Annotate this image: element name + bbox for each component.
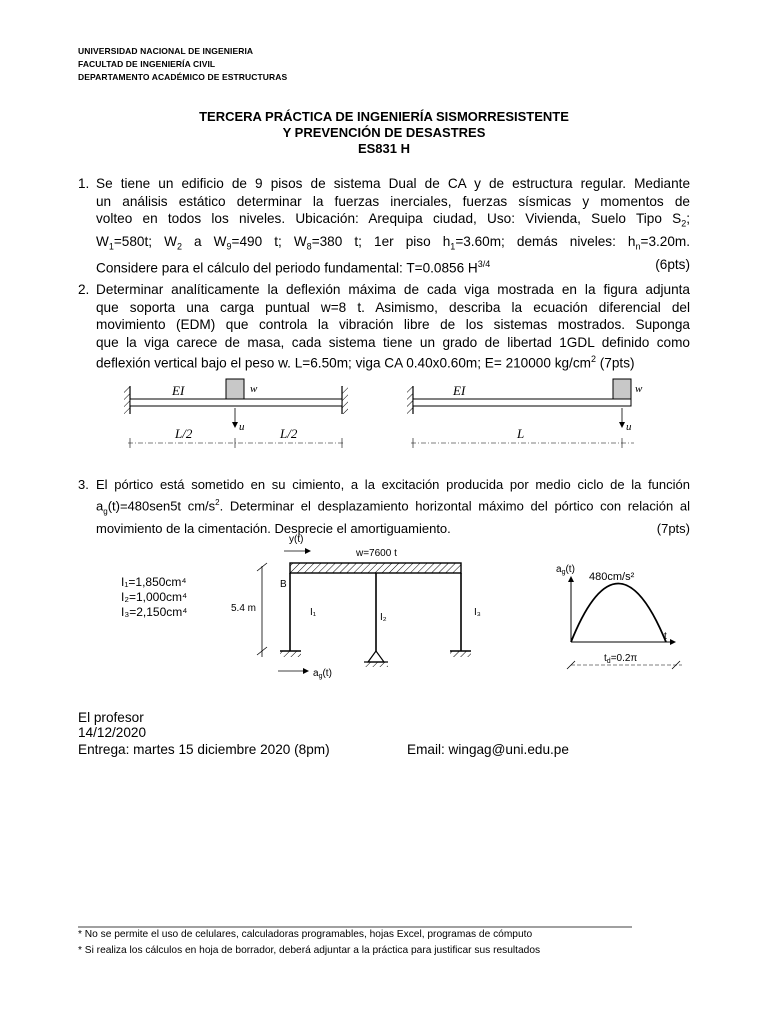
delivery-date: Entrega: martes 15 diciembre 2020 (8pm) xyxy=(78,742,330,757)
pulse-peak-label: 480cm/s² xyxy=(589,571,635,583)
university-name: UNIVERSIDAD NACIONAL DE INGENIERIA xyxy=(78,46,254,56)
w-label-1: w xyxy=(250,383,258,395)
ground-accel-label: $a_g(t)$ xyxy=(313,668,332,680)
footnote-2: * Si realiza los cálculos en hoja de borrador, deberá adjuntar a la práctica para justificar sus resultados xyxy=(78,945,541,956)
pulse-t-label: t xyxy=(664,631,667,642)
footnote-1: * No se permite el uso de celulares, calculadoras programables, hojas Excel, programas de cómputo xyxy=(78,929,533,940)
q2-line-1: Determinar analíticamente la deflexión máxima de cada viga mostrada en la figura adjunta xyxy=(96,282,690,297)
cantilever-fixed-support xyxy=(407,386,413,414)
mass-block-1 xyxy=(226,379,244,399)
faculty-name: FACULTAD DE INGENIERÍA CIVIL xyxy=(78,59,216,69)
height-label: 5.4 m xyxy=(231,603,257,614)
q1-line-4-fragment: =3.20m. xyxy=(640,234,690,250)
height-dimension xyxy=(257,563,267,657)
q1-line-4-fragment: 1 xyxy=(450,241,456,252)
q1-points: (6pts) xyxy=(655,257,690,273)
q2-line-3: movimiento (EDM) que controla la vibración libre de los sistemas mostrados. Suponga xyxy=(96,317,690,332)
q1-line-5: Considere para el cálculo del periodo fundamental: T=0.0856 $H^{3/4}$ (6pts) xyxy=(96,257,690,276)
yt-label: y(t) xyxy=(289,534,304,545)
title-line-3: ES831 H xyxy=(357,141,411,156)
title-line-2: Y PREVENCIÓN DE DESASTRES xyxy=(282,125,486,140)
q1-line-3: volteo en todos los niveles. Ubicación: Arequipa ciudad, Uso: Vivienda, Suelo Tipo $S_2$; xyxy=(96,211,690,229)
inertia-i2-label: I₂=1,000cm⁴ xyxy=(121,590,188,604)
q1-line-4-fragment: n xyxy=(635,241,641,252)
q2-line-2: que soporta una carga puntual w=8 t. Asimismo, describa la ecuación diferencial del xyxy=(96,299,690,315)
pulse-x-axis xyxy=(571,639,676,645)
u-label-1: u xyxy=(239,421,245,433)
displacement-arrow-2 xyxy=(619,408,625,428)
ground-accel-arrow xyxy=(278,668,309,674)
q3-line-2: $a_g(t)=480sen5t$ $cm/s^2$. Determinar el desplazamiento horizontal máximo del pórtico con relación al xyxy=(96,497,691,516)
half-length-label-1: L/2 xyxy=(175,426,193,441)
q1-line-4-fragment: a W xyxy=(181,234,227,250)
question-2-number: 2. xyxy=(78,282,90,297)
q1-line-4-fragment: 8 xyxy=(306,241,312,252)
q1-line-4-fragment: 9 xyxy=(226,241,232,252)
beam-1 xyxy=(130,399,342,406)
q1-line-4-fragment: =3.60m; demás niveles: h xyxy=(455,234,636,250)
half-sine-curve xyxy=(571,584,666,643)
rigid-beam xyxy=(290,563,461,573)
q2-line-4: que la viga carece de masa, cada sistema tiene un grado de libertad 1GDL definido como xyxy=(96,334,690,350)
node-b-label: B xyxy=(280,579,287,590)
inertia-i1-label: I₁=1,850cm⁴ xyxy=(121,575,187,589)
professor-label: El profesor xyxy=(78,710,144,725)
pinned-base-2 xyxy=(364,651,388,667)
q1-line-4-fragment: =380 t; 1er piso h xyxy=(311,234,451,250)
column-1-label: I₁ xyxy=(310,607,317,618)
w-label-2: w xyxy=(635,383,643,395)
column-2-label: I₂ xyxy=(380,612,387,623)
contact-email: Email: wingag@uni.edu.pe xyxy=(407,742,569,757)
length-label: L xyxy=(517,426,525,441)
column-3-label: I₃ xyxy=(474,607,481,618)
half-length-label-2: L/2 xyxy=(280,426,298,441)
q3-points: (7pts) xyxy=(656,520,690,536)
pulse-duration-label: $t_d=0.2\pi$ xyxy=(604,653,638,665)
right-fixed-support xyxy=(342,386,348,414)
question-3-number: 3. xyxy=(78,477,89,492)
displacement-arrow-1 xyxy=(232,408,238,428)
q1-line-2: un análisis estático determinar la fuerzas inerciales, fuerzas sísmicas y momentos de xyxy=(96,193,690,209)
pulse-ag-label: $a_g(t)$ xyxy=(556,564,575,576)
fixed-base-3 xyxy=(450,651,471,657)
q1-line-4-fragment: 2 xyxy=(176,241,182,252)
title-line-1: TERCERA PRÁCTICA DE INGENIERÍA SISMORRESISTENTE xyxy=(199,109,569,124)
ei-label-1: EI xyxy=(172,383,185,398)
pulse-y-axis xyxy=(568,576,574,642)
u-label-2: u xyxy=(626,421,632,433)
fixed-base-1 xyxy=(280,651,301,657)
ei-label-2: EI xyxy=(453,383,466,398)
department-name: DEPARTAMENTO ACADÉMICO DE ESTRUCTURAS xyxy=(78,72,288,82)
half-sine-pulse-figure xyxy=(556,564,682,669)
q1-line-4-fragment: W xyxy=(96,234,109,250)
dimension-line-1 xyxy=(128,438,344,448)
q1-line-4-fragment: =490 t; W xyxy=(231,234,307,250)
issue-date: 14/12/2020 xyxy=(78,725,147,740)
left-fixed-support xyxy=(124,386,130,414)
q3-line-1: El pórtico está sometido en su cimiento, a la excitación producida por medio ciclo de la función xyxy=(96,477,690,492)
q1-line-1: Se tiene un edificio de 9 pisos de sistema Dual de CA y de estructura regular. Mediante xyxy=(96,176,690,191)
weight-label: w=7600 t xyxy=(356,548,397,559)
question-1-number: 1. xyxy=(78,176,90,191)
inertia-i3-label: I₃=2,150cm⁴ xyxy=(121,605,188,619)
q2-line-5: deflexión vertical bajo el peso w. L=6.50m; viga CA 0.40x0.60m; E= 210000 $kg/cm^2$ (7pts) xyxy=(96,354,635,371)
portal-frame-figure xyxy=(121,534,481,680)
beam-2 xyxy=(413,399,631,406)
beam-cantilever-figure xyxy=(407,379,643,448)
yt-arrow xyxy=(284,548,311,554)
q3-line-3: movimiento de la cimentación. Desprecie el amortiguamiento. (7pts) xyxy=(96,520,690,536)
q1-line-4-fragment: 1 xyxy=(108,241,114,252)
q2-points: (7pts) xyxy=(599,355,635,371)
beam-fixed-fixed-figure xyxy=(124,379,348,448)
mass-block-2 xyxy=(613,379,631,399)
q1-line-4-fragment: =580t; W xyxy=(113,234,177,250)
